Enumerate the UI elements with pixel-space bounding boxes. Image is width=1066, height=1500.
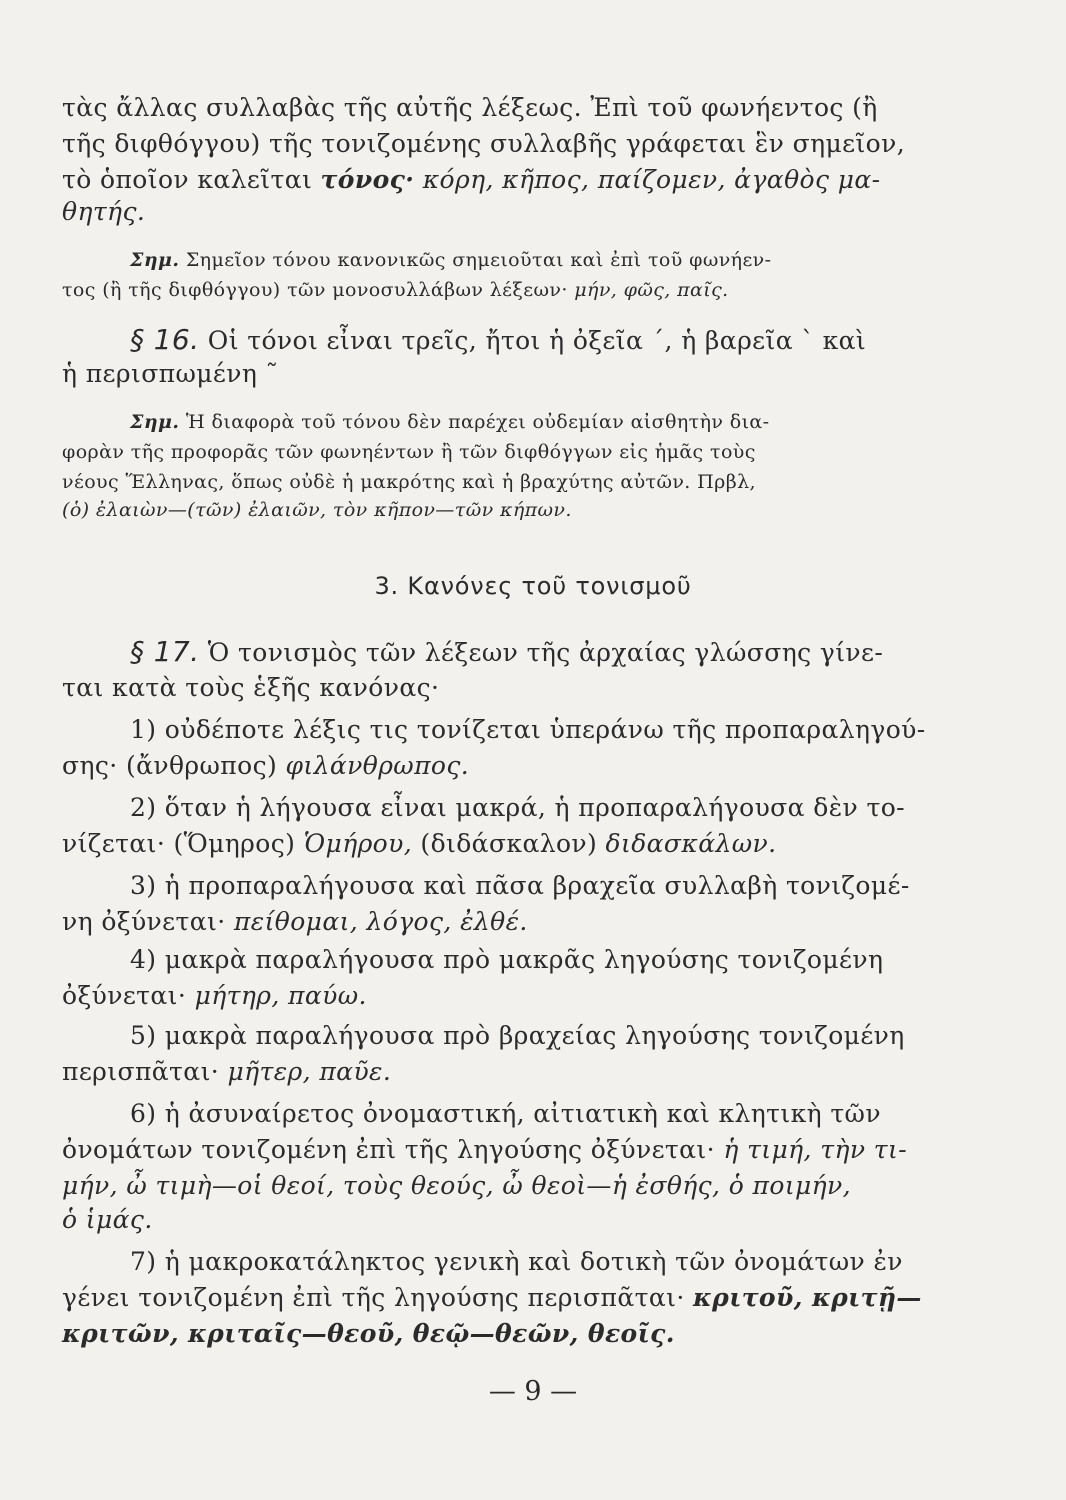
rule-1: 1) οὐδέποτε λέξις τις τονίζεται ὑπεράνω τῆς προπαραληγού- bbox=[130, 715, 926, 744]
text-line: γένει τονιζομένη ἐπὶ τῆς ληγούσης περισπᾶται· κριτοῦ, κριτῇ— bbox=[62, 1283, 922, 1312]
note-line: τος (ἢ τῆς διφθόγγου) τῶν μονοσυλλάβων λέξεων· μήν, φῶς, παῖς. bbox=[62, 279, 729, 301]
text-line: ται κατὰ τοὺς ἑξῆς κανόνας· bbox=[62, 673, 440, 702]
note-line: φορὰν τῆς προφορᾶς τῶν φωνηέντων ἢ τῶν διφθόγγων εἰς ἡμᾶς τοὺς bbox=[62, 441, 756, 463]
note-line: (ὁ) ἐλαιὼν—(τῶν) ἐλαιῶν, τὸν κῆπον—τῶν κήπων. bbox=[62, 499, 572, 521]
note-line: Σημ. Ἡ διαφορὰ τοῦ τόνου δὲν παρέχει οὐδεμίαν αἰσθητὴν δια- bbox=[130, 411, 770, 433]
text-line: νίζεται· (Ὅμηρος) Ὁμήρου, (διδάσκαλον) διδασκάλων. bbox=[62, 829, 777, 858]
text-line: κριτῶν, κριταῖς—θεοῦ, θεῷ—θεῶν, θεοῖς. bbox=[62, 1319, 675, 1348]
text-line: ὁ ἱμάς. bbox=[62, 1205, 153, 1234]
rule-7: 7) ἡ μακροκατάληκτος γενικὴ καὶ δοτικὴ τῶν ὀνομάτων ἐν bbox=[130, 1247, 903, 1276]
text-line: περισπᾶται· μῆτερ, παῦε. bbox=[62, 1057, 392, 1086]
text-line: τὸ ὁποῖον καλεῖται τόνος· κόρη, κῆπος, παίζομεν, ἀγαθὸς μα- bbox=[62, 165, 881, 194]
text-line: ὀνομάτων τονιζομένη ἐπὶ τῆς ληγούσης ὀξύνεται· ἡ τιμή, τὴν τι- bbox=[62, 1135, 908, 1164]
rule-5: 5) μακρὰ παραλήγουσα πρὸ βραχείας ληγούσης τονιζομένη bbox=[130, 1021, 905, 1050]
rule-6: 6) ἡ ἀσυναίρετος ὀνομαστική, αἰτιατικὴ καὶ κλητικὴ τῶν bbox=[130, 1099, 881, 1128]
text-line: σης· (ἄνθρωπος) φιλάνθρωπος. bbox=[62, 751, 470, 780]
section-17: § 17. Ὁ τονισμὸς τῶν λέξεων τῆς ἀρχαίας γλώσσης γίνε- bbox=[130, 635, 884, 668]
text-line: ἡ περισπωμένη ῀ bbox=[62, 359, 279, 388]
text-line: ὀξύνεται· μήτηρ, παύω. bbox=[62, 981, 367, 1010]
section-16: § 16. Οἱ τόνοι εἶναι τρεῖς, ἤτοι ἡ ὀξεῖα ´, ἡ βαρεῖα ` καὶ bbox=[130, 323, 867, 356]
text-line: τῆς διφθόγγου) τῆς τονιζομένης συλλαβῆς γράφεται ἓν σημεῖον, bbox=[62, 129, 906, 158]
page-number: — 9 — bbox=[488, 1376, 578, 1407]
text-line: νη ὀξύνεται· πείθομαι, λόγος, ἐλθέ. bbox=[62, 907, 528, 936]
rule-3: 3) ἡ προπαραλήγουσα καὶ πᾶσα βραχεῖα συλλαβὴ τονιζομέ- bbox=[130, 871, 910, 900]
note-line: Σημ. Σημεῖον τόνου κανονικῶς σημειοῦται καὶ ἐπὶ τοῦ φωνήεν- bbox=[130, 249, 772, 271]
text-line: θητής. bbox=[62, 197, 146, 226]
rule-4: 4) μακρὰ παραλήγουσα πρὸ μακρᾶς ληγούσης τονιζομένη bbox=[130, 945, 884, 974]
section-heading: 3. Κανόνες τοῦ τονισμοῦ bbox=[374, 572, 692, 600]
rule-2: 2) ὅταν ἡ λήγουσα εἶναι μακρά, ἡ προπαραλήγουσα δὲν το- bbox=[130, 793, 906, 822]
text-line: τὰς ἄλλας συλλαβὰς τῆς αὐτῆς λέξεως. Ἐπὶ τοῦ φωνήεντος (ἢ bbox=[62, 93, 878, 122]
note-line: νέους Ἕλληνας, ὅπως οὐδὲ ἡ μακρότης καὶ ἡ βραχύτης αὐτῶν. Πρβλ, bbox=[62, 471, 756, 493]
text-line: μήν, ὦ τιμὴ—οἱ θεοί, τοὺς θεούς, ὦ θεοὶ—ἡ ἐσθής, ὁ ποιμήν, bbox=[62, 1171, 851, 1200]
